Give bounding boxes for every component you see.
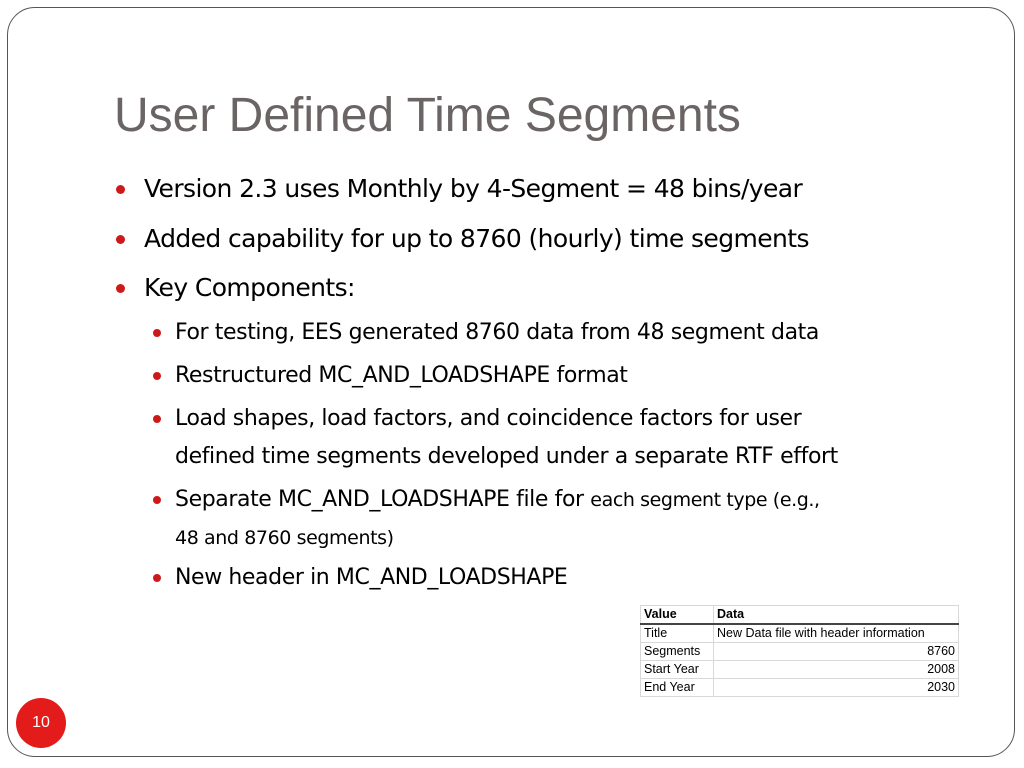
table-cell-value: 2030 — [714, 679, 959, 697]
table-cell-key: Start Year — [641, 661, 714, 679]
bullet-item — [144, 222, 809, 256]
table-cell-key: Segments — [641, 643, 714, 661]
table-cell-key: End Year — [641, 679, 714, 697]
bullet-dot-icon — [153, 329, 161, 337]
sub-bullet-item — [175, 314, 819, 352]
bullet-text-line: Load shapes, load factors, and coincidence factors for user — [175, 406, 802, 431]
bullet-text: New header in MC_AND_LOADSHAPE — [175, 565, 568, 590]
bullet-text: Added capability for up to 8760 (hourly) time segments — [144, 224, 809, 253]
bullet-dot-icon — [153, 574, 161, 582]
table-row — [641, 624, 959, 643]
bullet-dot-icon — [116, 284, 125, 293]
table-row — [641, 679, 959, 697]
bullet-text-small: 48 and 8760 segments) — [175, 527, 394, 549]
column-header-value: Value — [641, 606, 714, 625]
table-cell-value: New Data file with header information — [714, 624, 959, 643]
bullet-text-line: defined time segments developed under a separate RTF effort — [175, 444, 838, 469]
bullet-dot-icon — [116, 185, 125, 194]
page-number-badge: 10 — [16, 698, 66, 748]
bullet-dot-icon — [116, 235, 125, 244]
bullet-item — [144, 271, 355, 305]
table-cell-key: Title — [641, 624, 714, 643]
table-cell-value: 2008 — [714, 661, 959, 679]
table-row — [641, 643, 959, 661]
header-info-table — [640, 605, 959, 697]
bullet-dot-icon — [153, 372, 161, 380]
sub-bullet-item — [175, 481, 820, 557]
bullet-dot-icon — [153, 496, 161, 504]
bullet-text: For testing, EES generated 8760 data from 48 segment data — [175, 320, 819, 345]
slide-title: User Defined Time Segments — [114, 89, 741, 142]
bullet-text: Version 2.3 uses Monthly by 4-Segment = 48 bins/year — [144, 174, 803, 203]
bullet-text-small: each segment type (e.g., — [590, 489, 820, 511]
bullet-dot-icon — [153, 415, 161, 423]
table-header-row — [641, 606, 959, 625]
bullet-text: Separate MC_AND_LOADSHAPE file for — [175, 487, 591, 512]
bullet-text: Restructured MC_AND_LOADSHAPE format — [175, 363, 628, 388]
sub-bullet-item — [175, 559, 567, 597]
bullet-text: Key Components: — [144, 273, 355, 302]
sub-bullet-item — [175, 400, 838, 476]
sub-bullet-item — [175, 357, 628, 395]
column-header-data: Data — [714, 606, 959, 625]
bullet-item — [144, 172, 802, 206]
table-cell-value: 8760 — [714, 643, 959, 661]
table-row — [641, 661, 959, 679]
